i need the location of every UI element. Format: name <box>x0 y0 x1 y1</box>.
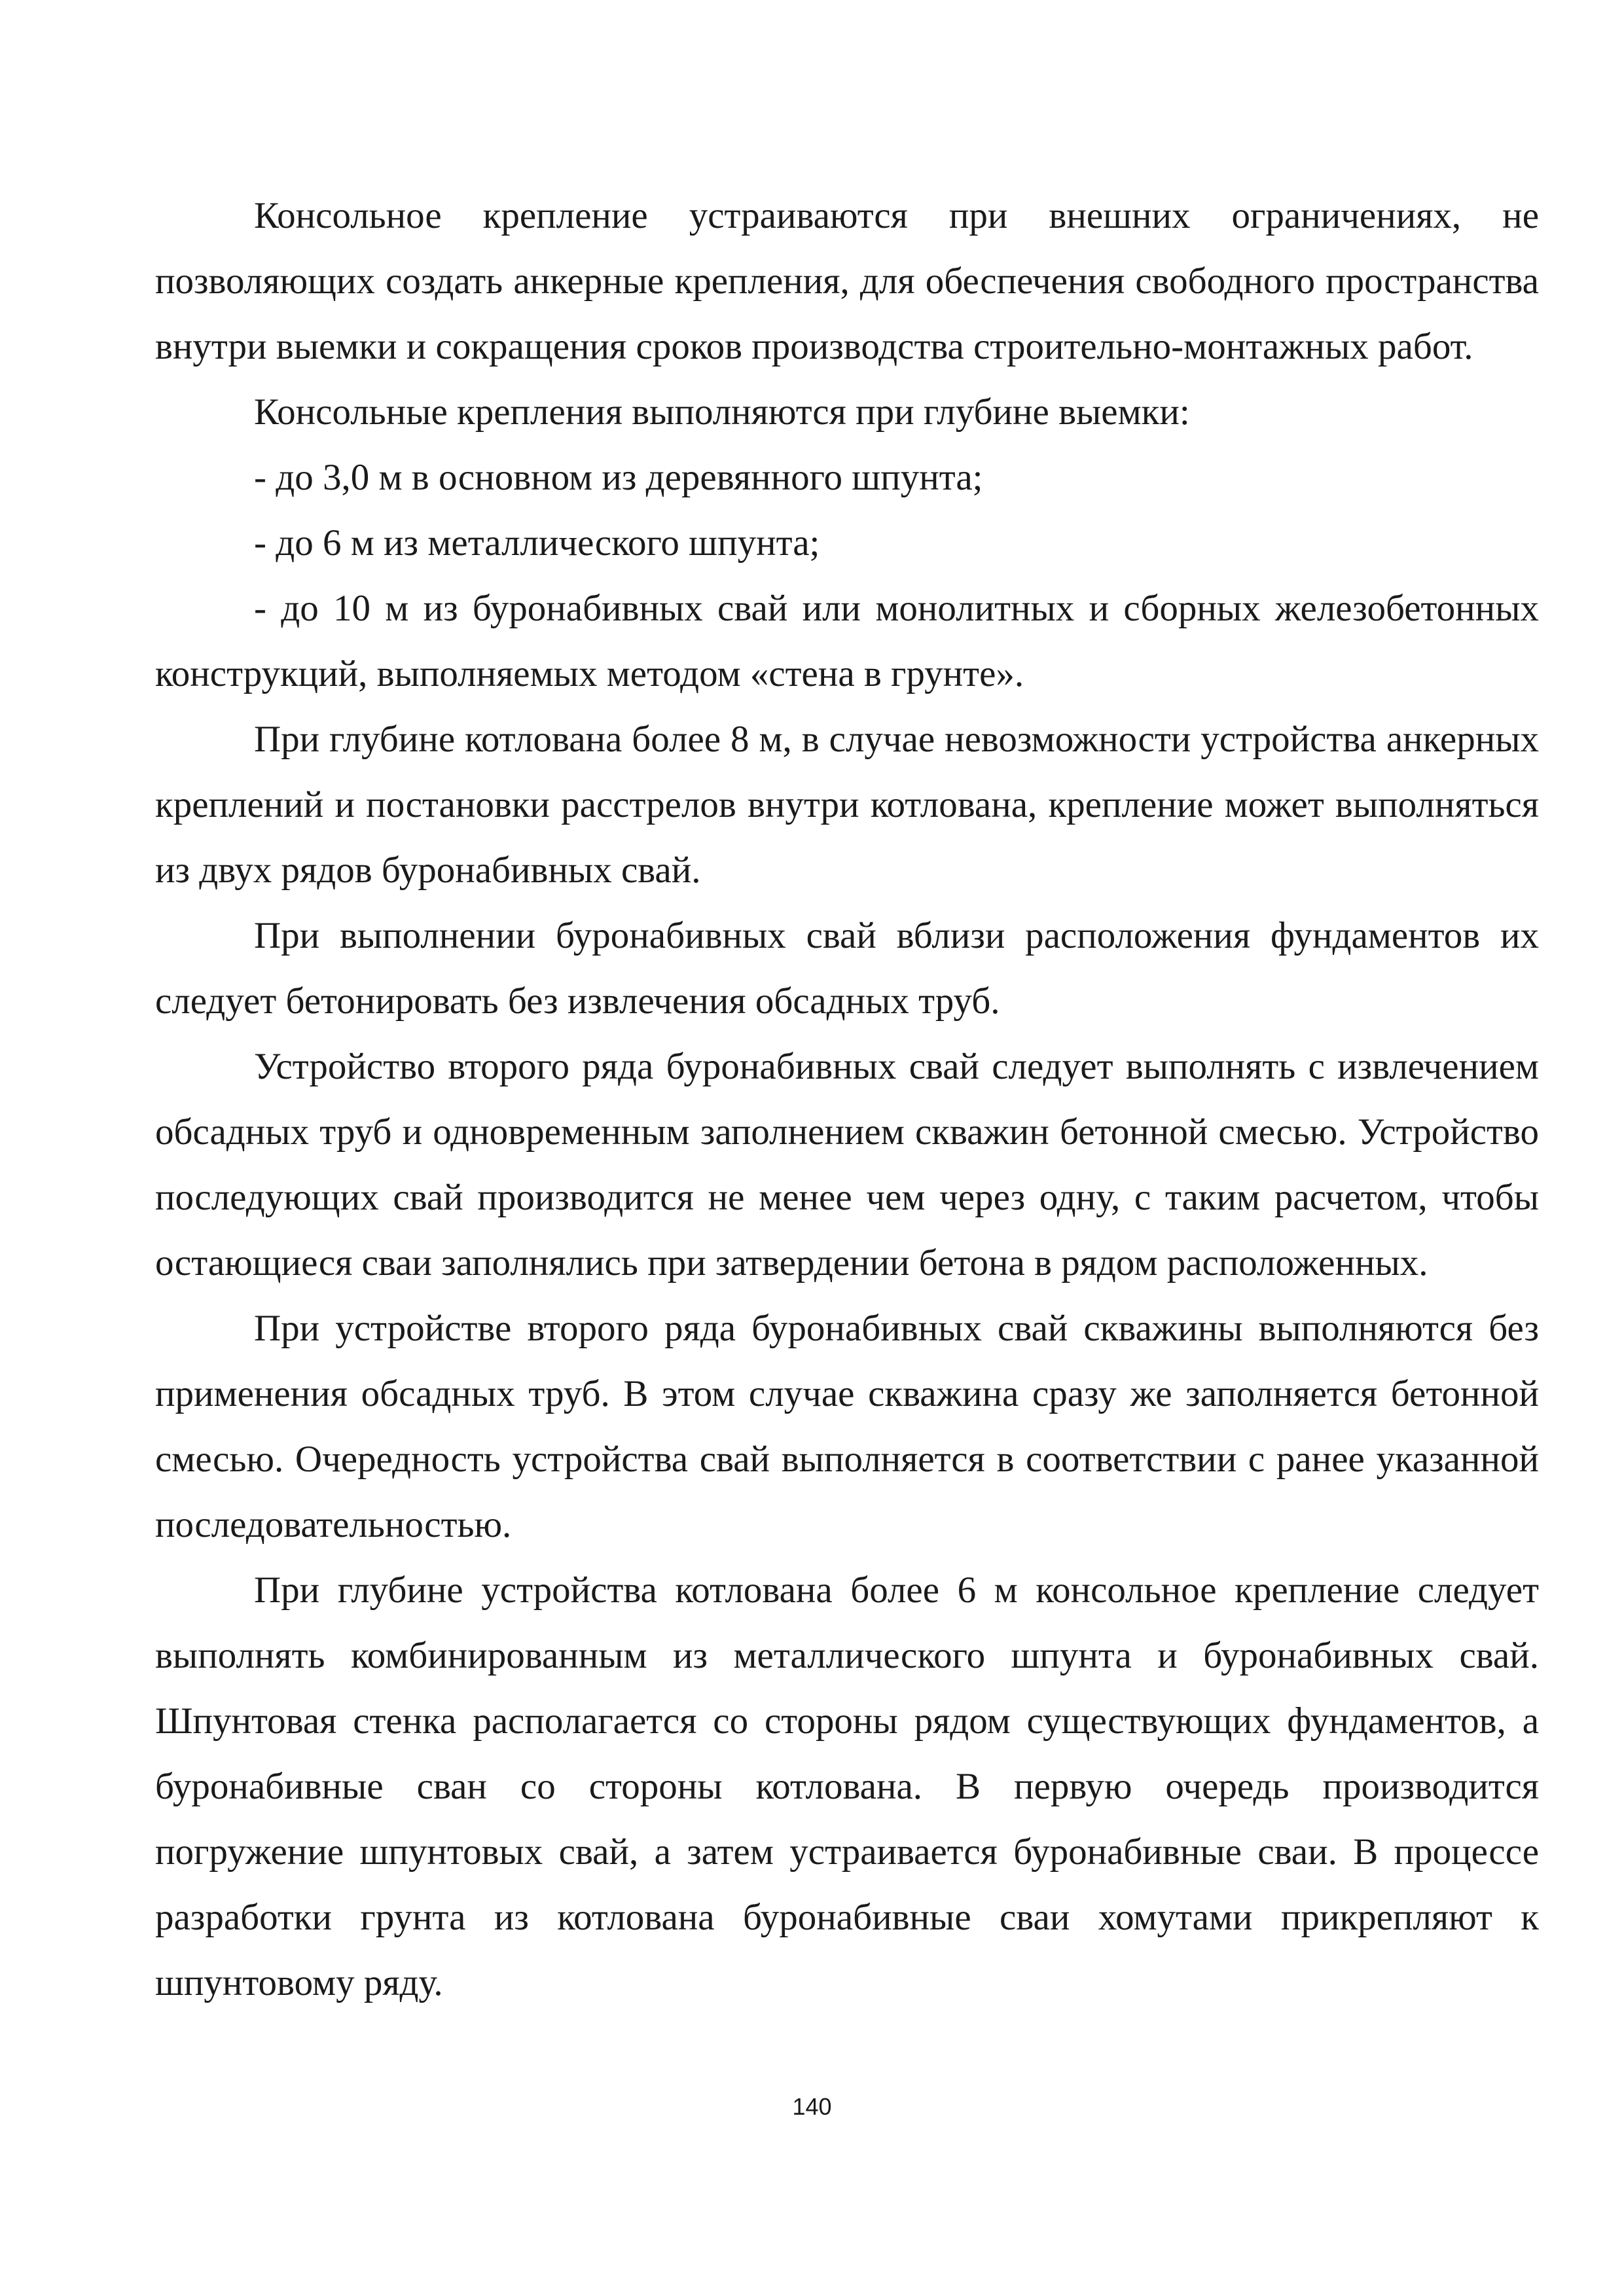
list-item-depth-10m: - до 10 м из буронабивных свай или монолитных и сборных железобетонных конструкций, выполняемых методом «стена в грунте». <box>155 588 1539 694</box>
body-text <box>155 183 1539 2016</box>
paragraph-combined: При глубине устройства котлована более 6 м консольное крепление следует выполнять комбинированным из металлического шпунта и буронабивных свай. Шпунтовая стенка располагается со стороны рядом существующих фундаментов, а буронабивные сван со стороны котлована. В первую очередь производится погружение шпунтовых свай, а затем устраивается буронабивные сваи. В процессе разработки грунта из котлована буронабивные сваи хомутами прикрепляют к шпунтовому ряду. <box>155 1570 1539 2003</box>
paragraph-no-casing: При устройстве второго ряда буронабивных свай скважины выполняются без применения обсадных труб. В этом случае скважина сразу же заполняется бетонной смесью. Очередность устройства свай выполняется в соответствии с ранее указанной последовательностью. <box>155 1308 1539 1545</box>
list-item-depth-6m: - до 6 м из металлического шпунта; <box>254 522 820 564</box>
paragraph-depth-intro: Консольные крепления выполняются при глубине выемки: <box>254 391 1190 433</box>
list-item-depth-3m: - до 3,0 м в основном из деревянного шпунта; <box>254 457 983 498</box>
page-number: 140 <box>792 2093 832 2120</box>
paragraph-two-rows: При глубине котлована более 8 м, в случае невозможности устройства анкерных креплений и постановки расстрелов внутри котлована, крепление может выполняться из двух рядов буронабивных свай. <box>155 719 1539 891</box>
paragraph-near-foundations: При выполнении буронабивных свай вблизи расположения фундаментов их следует бетонировать без извлечения обсадных труб. <box>155 915 1539 1022</box>
paragraph-cantilever-intro: Консольное крепление устраиваются при внешних ограничениях, не позволяющих создать анкерные крепления, для обеспечения свободного пространства внутри выемки и сокращения сроков производства строительно-монтажных работ. <box>155 195 1539 367</box>
paragraph-second-row: Устройство второго ряда буронабивных свай следует выполнять с извлечением обсадных труб и одновременным заполнением скважин бетонной смесью. Устройство последующих свай производится не менее чем через одну, с таким расчетом, чтобы остающиеся сваи заполнялись при затвердении бетона в рядом расположенных. <box>155 1046 1539 1283</box>
